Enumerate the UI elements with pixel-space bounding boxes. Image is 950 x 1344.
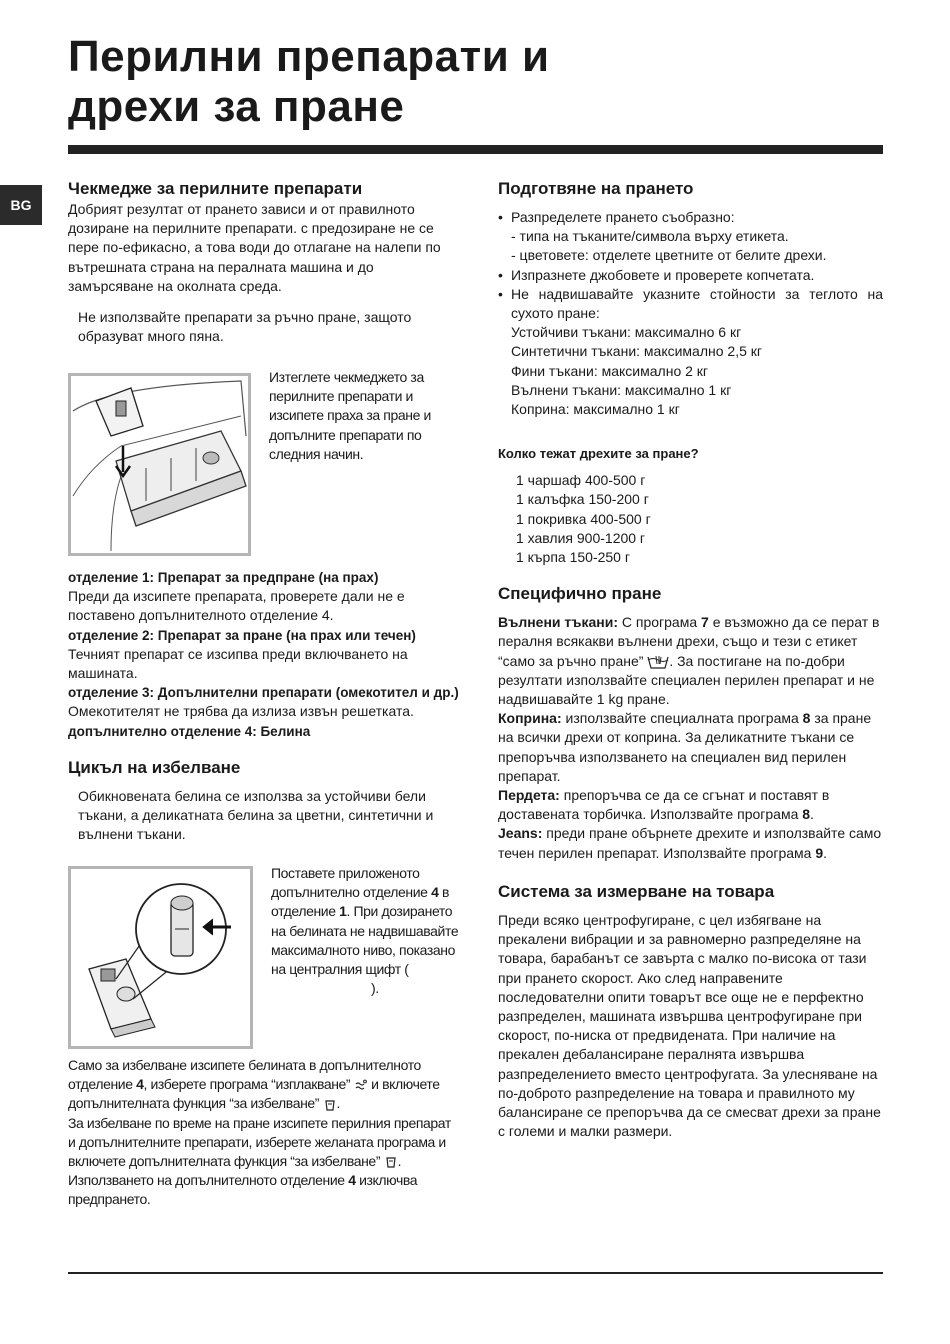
bleach-function-icon [323,1098,337,1112]
weight-row: 1 покривка 400-500 г [516,510,651,527]
drawer-figure-caption: Изтеглете чекмеджето за перилните препарати и изсипете праха за пране и допълните препарати по следния начин. [269,369,431,462]
bleach-compartment-illustration [71,869,250,1046]
limit-row: Вълнени тъкани: максимално 1 кг [511,381,732,398]
compartment2-label: отделение 2: Препарат за пране (на прах или течен) [68,627,416,643]
drawer-para2: Не използвайте препарати за ръчно пране, защото образуват много пяна. [78,309,412,345]
limit-row: Устойчиви тъкани: максимално 6 кг [511,324,742,341]
limit-row: Синтетични тъкани: максимално 2,5 кг [511,343,763,360]
bleach-para2-a: Само за избелване изсипете белината в допълнителното отделение [68,1057,421,1093]
left-column [68,178,453,346]
bleach-instructions [68,1056,460,1210]
specific-heading: Специфично пране [498,584,662,604]
curtain-a: препоръчва се да се сгънат и поставят в доставената торбичка. Използвайте програма [498,787,830,823]
bleach-para4-num: 4 [348,1172,356,1189]
bleach-para4 [68,1171,460,1209]
bleach-para1: Обикновената белина се използва за устойчиви бели тъкани, а деликатната белина за цветни, синтетични и вълнени тъкани. [78,787,434,843]
load-paragraph: Преди всяко центрофугиране, с цел избягване на прекалени вибрации и за равномерно разпределяне на товара, барабанът се завърта с малко по-висока от тази при прането скорост. Ако след направените последователни опити товарът все още не е перфектно разпределен, машината извършва центрофугиране при скорост, по-ниска от предвидената. При наличие на прекален дебалансиране пералнята извършва разпределението вместо центрофугата. За улесняване на по-доброто разпределение на товара и правилното му балансиране се препоръчва да се смесват дрехи за пране с големи и малки размери. [498,911,881,1140]
silk-a: използвайте специалната програма [561,710,803,727]
weight-row: 1 кърпа 150-250 г [516,549,630,566]
prep-item-pockets: Изпразнете джобовете и проверете копчетата. [511,266,815,283]
bleach-fig-cap-num1: 1 [339,903,347,920]
wool-a: С програма [617,614,702,631]
silk-paragraph [498,709,883,786]
bleach-para2-c: и включете допълнителната функция “за избелване” [68,1076,440,1112]
page-title-line2: дрехи за пране [68,82,405,131]
bleach-para2-num: 4 [136,1076,144,1093]
right-column [498,178,883,1141]
compartment1-text: Преди да изсипете препарата, проверете дали не е поставено допълнителното отделение 4. [68,588,405,624]
wool-num: 7 [701,614,709,631]
weight-row: 1 калъфка 150-200 г [516,491,649,508]
prep-item [498,285,883,419]
prep-sub-type: - типа на тъканите/символа върху етикета. [511,228,789,245]
hand-wash-icon [647,654,669,670]
prep-item-weight: • Не надвишавайте указните стойности за теглото на сухото пране: [511,285,883,322]
prep-item [498,266,883,285]
compartment3-text: Омекотителят не трябва да излиза извън решетката. [68,703,414,720]
bleach-para3-b: . [397,1153,402,1170]
title-divider [68,145,883,154]
footer-divider [68,1272,883,1274]
curtain-num: 8 [802,806,811,823]
bleach-figure-caption [271,864,461,998]
bleach-fig-cap-b: в отделение [271,884,449,920]
bleach-para4-a: Използването на допълнителното отделение [68,1172,349,1189]
bleach-fig-cap-num4: 4 [431,884,439,901]
wool-b: е възможно да се перат в пералня всякакви вълнени дрехи, също и тези с етикет “само за ръчно пране” [498,614,880,669]
bleach-function-icon [384,1155,398,1169]
compartment3-label: отделение 3: Допълнителни препарати (омекотител и др.) [68,685,459,701]
bleach-fig-cap-c: . При дозирането на белината не надвишавайте максималното ниво, показано на централния щифт ( [271,903,459,978]
limit-row: Коприна: максимално 1 кг [511,401,680,418]
jeans-num: 9 [815,844,824,861]
drawer-heading: Чекмедже за перилните препарати [68,179,363,198]
weight-row: 1 хавлия 900-1200 г [516,529,646,546]
jeans-paragraph [498,824,883,862]
bleach-para2-d: . [336,1095,341,1112]
silk-label: Коприна: [498,710,562,727]
wool-paragraph [498,613,883,709]
compartment2-text: Течният препарат се изсипва преди включването на машината. [68,645,408,682]
bleach-para3 [68,1114,460,1172]
prep-sub-colors: - цветовете: отделете цветните от белите дрехи. [511,247,827,264]
jeans-label: Jeans: [498,825,543,842]
load-heading: Система за измерване на товара [498,881,775,901]
page-title-line1: Перилни препарати и [68,32,550,81]
drawer-figure [68,373,251,556]
bleach-para2 [68,1056,460,1114]
curtain-label: Пердета: [498,787,560,804]
weights-list [498,471,883,567]
curtain-b: . [810,806,814,823]
prep-heading: Подготвяне на прането [498,179,694,198]
bleach-fig-cap-a: Поставете приложеното допълнително отделение [271,865,432,901]
prep-item-sort: Разпределете прането съобразно: [511,209,735,225]
rinse-symbol-icon [354,1079,368,1093]
bleach-para4-b: изключва предпрането. [68,1172,418,1208]
language-tab: BG [0,185,42,225]
detergent-drawer-illustration [71,376,248,553]
compartments-block [68,568,463,844]
jeans-b: . [823,844,828,861]
compartment1-label: отделение 1: Препарат за предпране (на прах) [68,570,379,585]
curtain-paragraph [498,786,883,824]
bleach-figure [68,866,253,1049]
bleach-heading: Цикъл на избелване [68,757,241,777]
prep-list [498,208,883,419]
silk-b: за пране на всички дрехи от коприна. За деликатните тъкани се препоръчва използването на специален вид перилен препарат. [498,710,872,784]
wool-c: . За постигане на по-добри резултати използвайте специален перилен препарат и не надвишавайте 1 kg пране. [498,652,875,708]
limit-row: Фини тъкани: максимално 2 кг [511,362,709,379]
weight-row: 1 чаршаф 400-500 г [516,472,646,489]
weights-heading: Колко тежат дрехите за пране? [498,446,699,462]
wool-label: Вълнени тъкани: [498,614,618,631]
bleach-fig-cap-d: ). [371,980,379,997]
prep-item [498,208,883,266]
bleach-para2-b: , изберете програма “изплакване” [143,1076,354,1093]
page-title [68,32,868,132]
silk-num: 8 [802,710,811,727]
drawer-para1: Добрият резултат от прането зависи и от правилното дозиране на перилните препарати. с предозиране не се пере по-ефикасно, а това води до отлагане на налепи по вътрешната страна на пералната машина и до замърсяване на околната среда. [68,201,441,294]
compartment4-label: допълнително отделение 4: Белина [68,723,311,739]
jeans-a: преди пране обърнете дрехите и използвайте само течен перилен препарат. Използвайте програма [498,825,882,861]
bleach-para3-a: За избелване по време на пране изсипете перилния препарат и допълнителните препарати, изберете желаната програма и включете допълнителната функция “за избелване” [68,1114,451,1170]
